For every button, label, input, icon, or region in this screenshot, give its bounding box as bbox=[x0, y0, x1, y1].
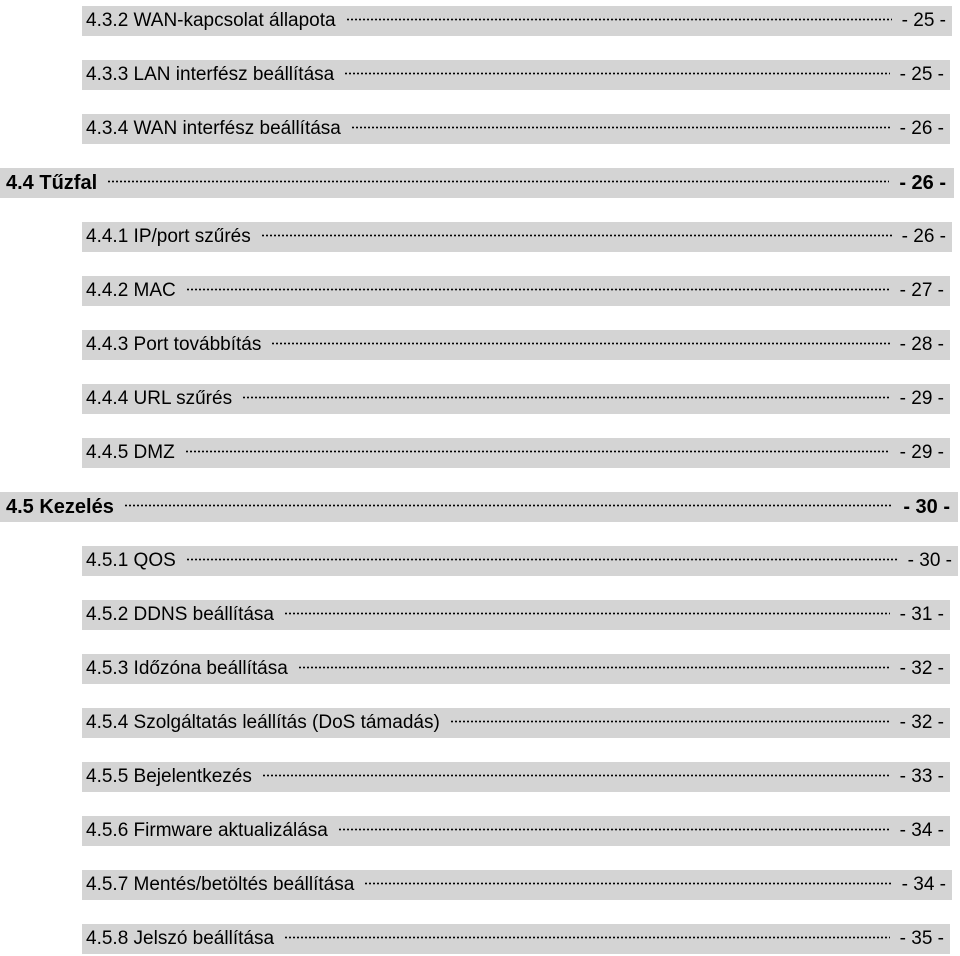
toc-entry-page: - 33 - bbox=[899, 766, 944, 787]
dot-leader bbox=[284, 612, 890, 615]
toc-entry-4-4-1[interactable] bbox=[82, 222, 952, 252]
toc-entry-page: - 25 - bbox=[899, 64, 944, 85]
toc-entry-4-4-2[interactable] bbox=[82, 276, 950, 306]
dot-leader bbox=[284, 936, 890, 939]
toc-entry-label: 4.5.5 Bejelentkezés bbox=[86, 766, 252, 787]
toc-entry-4-5-7[interactable] bbox=[82, 870, 952, 900]
toc-entry-page: - 30 - bbox=[903, 496, 950, 518]
toc-entry-label: 4.5.3 Időzóna beállítása bbox=[86, 658, 288, 679]
toc-entry-page: - 29 - bbox=[899, 442, 944, 463]
toc-entry-4-5-8[interactable] bbox=[82, 924, 950, 954]
toc-entry-4-4-3[interactable] bbox=[82, 330, 950, 360]
dot-leader bbox=[298, 666, 890, 669]
toc-entry-label: 4.4.5 DMZ bbox=[86, 442, 175, 463]
toc-entry-label: 4.5.6 Firmware aktualizálása bbox=[86, 820, 328, 841]
toc-entry-label: 4.5.7 Mentés/betöltés beállítása bbox=[86, 874, 355, 895]
toc-entry-label: 4.4.2 MAC bbox=[86, 280, 176, 301]
toc-entry-page: - 32 - bbox=[899, 712, 944, 733]
toc-entry-label: 4.3.4 WAN interfész beállítása bbox=[86, 118, 341, 139]
toc-entry-4-5[interactable] bbox=[0, 492, 958, 522]
toc-entry-label: 4.5.4 Szolgáltatás leállítás (DoS támadás) bbox=[86, 712, 440, 733]
dot-leader bbox=[124, 504, 893, 507]
dot-leader bbox=[450, 720, 890, 723]
toc-entry-page: - 25 - bbox=[901, 10, 946, 31]
toc-entry-page: - 27 - bbox=[899, 280, 944, 301]
dot-leader bbox=[185, 450, 890, 453]
toc-entry-label: 4.5 Kezelés bbox=[6, 496, 114, 518]
dot-leader bbox=[107, 180, 889, 183]
dot-leader bbox=[186, 558, 898, 561]
toc-entry-label: 4.5.2 DDNS beállítása bbox=[86, 604, 274, 625]
dot-leader bbox=[364, 882, 891, 885]
dot-leader bbox=[186, 288, 890, 291]
toc-entry-4-5-4[interactable] bbox=[82, 708, 950, 738]
toc-entry-label: 4.4.4 URL szűrés bbox=[86, 388, 233, 409]
toc-entry-page: - 30 - bbox=[907, 550, 952, 571]
toc-entry-page: - 29 - bbox=[899, 388, 944, 409]
toc-entry-label: 4.4.3 Port továbbítás bbox=[86, 334, 262, 355]
toc-entry-page: - 35 - bbox=[899, 928, 944, 949]
toc-entry-label: 4.3.2 WAN-kapcsolat állapota bbox=[86, 10, 336, 31]
toc-entry-page: - 32 - bbox=[899, 658, 944, 679]
toc-entry-label: 4.3.3 LAN interfész beállítása bbox=[86, 64, 335, 85]
toc-entry-4-5-5[interactable] bbox=[82, 762, 950, 792]
dot-leader bbox=[346, 18, 892, 21]
toc-entry-page: - 34 - bbox=[899, 820, 944, 841]
dot-leader bbox=[261, 234, 892, 237]
toc-entry-page: - 26 - bbox=[899, 172, 946, 194]
toc-entry-label: 4.5.1 QOS bbox=[86, 550, 176, 571]
dot-leader bbox=[338, 828, 890, 831]
toc-entry-page: - 31 - bbox=[899, 604, 944, 625]
toc-entry-4-5-6[interactable] bbox=[82, 816, 950, 846]
toc-entry-4-5-2[interactable] bbox=[82, 600, 950, 630]
toc-entry-4-5-3[interactable] bbox=[82, 654, 950, 684]
toc-entry-4-4-5[interactable] bbox=[82, 438, 950, 468]
toc-entry-4-5-1[interactable] bbox=[82, 546, 958, 576]
dot-leader bbox=[242, 396, 890, 399]
dot-leader bbox=[271, 342, 889, 345]
toc-entry-page: - 26 - bbox=[899, 118, 944, 139]
toc-entry-label: 4.4 Tűzfal bbox=[6, 172, 98, 194]
toc-entry-page: - 34 - bbox=[901, 874, 946, 895]
toc-entry-4-4[interactable] bbox=[0, 168, 954, 198]
dot-leader bbox=[262, 774, 890, 777]
toc-entry-4-3-3[interactable] bbox=[82, 60, 950, 90]
toc-entry-4-3-2[interactable] bbox=[82, 6, 952, 36]
toc-entry-4-3-4[interactable] bbox=[82, 114, 950, 144]
toc-entry-4-4-4[interactable] bbox=[82, 384, 950, 414]
toc-entry-page: - 26 - bbox=[901, 226, 946, 247]
dot-leader bbox=[351, 126, 890, 129]
toc-entry-label: 4.5.8 Jelszó beállítása bbox=[86, 928, 275, 949]
toc-entry-page: - 28 - bbox=[899, 334, 944, 355]
toc-entry-label: 4.4.1 IP/port szűrés bbox=[86, 226, 251, 247]
dot-leader bbox=[344, 72, 889, 75]
